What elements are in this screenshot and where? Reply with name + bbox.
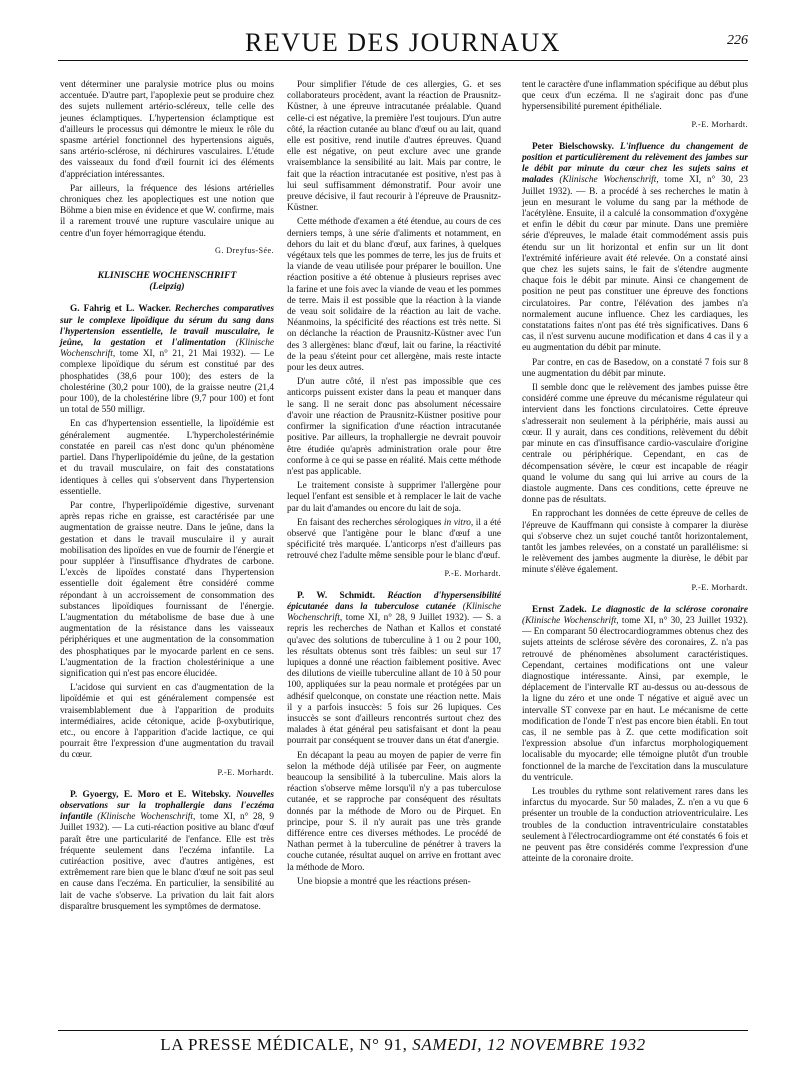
signature: P.-E. Morhardt. bbox=[691, 582, 748, 592]
page-header bbox=[58, 26, 748, 61]
article-authors: Peter Bielschowsky. bbox=[532, 141, 614, 152]
column-1 bbox=[60, 80, 274, 916]
signature: G. Dreyfus-Sée. bbox=[215, 245, 274, 255]
journal-citation: (Klinische Wochenschrift, bbox=[559, 175, 659, 186]
article-authors: P. Gyoergy, E. Moro et E. Witebsky. bbox=[70, 789, 231, 800]
article-authors: G. Fahrig et L. Wacker. bbox=[70, 304, 171, 315]
article-title: Le diagnostic de la sclérose coronaire bbox=[591, 604, 749, 615]
paragraph: Le traitement consiste à supprimer l'allergène pour lequel l'enfant est sensible et à remplacer le lait de vache par du lait d'amandes ou encore du lait de soja. bbox=[287, 481, 501, 514]
journal-citation: (Klinische Wochenschrift, bbox=[287, 601, 502, 624]
article-text: tome XI, n° 30, 23 Juillet 1932). — En comparant 50 électrocardiogrammes obtenus chez des sujets atteints de sclérose sévère des coronaires, Z. n'a pas retrouvé de phénomènes absolument caractéristiques. Cependant, certaines modifications ont une valeur diagnostique intéressante. Ainsi, par exemple, le déplacement de l'intervalle RT au-dessus ou au-dessous de la ligne du zéro et une onde T négative et aiguë avec un intervalle ST convexe par en haut. Le mécanisme de cette modification de l'onde T n'est pas encore bien établi. En tout cas, il ne semble pas à Z. que cette modification soit l'expression absolue d'un infarctus morphologiquement localisable du myocarde; elle témoigne plutôt d'un trouble fonctionnel de la marche de l'excitation dans la musculature du ventricule. bbox=[522, 615, 748, 783]
article-text: tome XI, n° 30, 23 Juillet 1932). — B. a procédé à ses recherches le matin à jeun en mesurant le volume du sang par la méthode de l'acétylène. Ensuite, il a calculé la consommation d'oxygène et enfin le débit du cœur par minute. Dans une première série d'épreuves, le malade était commodément assis puis étendu sur un lit horizontal et enfin sur un lit dont l'extrémité inférieure avait été relevée. On a constaté ainsi que chez les sujets sains, le fait de s'étendre augmente chaque fois le débit par minute. Ainsi ce changement de position ne peut pas constituer une épreuve des fonctions circulatoires. Par contre, l'élévation des jambes n'a normalement aucune influence. Chez les cardiaques, les constatations faites n'ont pas été très significatives. Dans 6 cas, il n'est survenu aucune modification et dans 4 cas il y a eu augmentation du débit par minute. bbox=[522, 175, 748, 354]
paragraph: Par contre, en cas de Basedow, on a constaté 7 fois sur 8 une augmentation du débit par minute. bbox=[522, 357, 748, 379]
journal-citation: (Klinische Wochenschrift, bbox=[60, 338, 274, 360]
journal-citation: (Klinische Wochenschrift, bbox=[522, 615, 619, 626]
paragraph bbox=[287, 518, 501, 563]
footer-date: SAMEDI, 12 NOVEMBRE 1932 bbox=[412, 1035, 646, 1054]
paragraph: Par ailleurs, la fréquence des lésions artérielles chroniques chez les apoplectiques est une notion que Böhme a bien mise en évidence et que W. confirme, mais il a rarement trouvé une rupture vasculaire unique au centre d'un foyer hémorragique étendu. bbox=[60, 183, 274, 239]
signature: P.-E. Morhardt. bbox=[691, 119, 748, 129]
article-title: Nouvelles observations sur la trophallergie dans l'eczéma infantile bbox=[60, 789, 274, 823]
paragraph: L'acidose qui survient en cas d'augmentation de la lipoïdémie et qui est généralement compensée est vraisemblablement due à l'apparition de produits intermédiaires, acide cétonique, acide β-oxybutirique, etc., ou encore à l'apparition d'acide lactique, ce qui pourrait être l'expression d'une augmentation du travail du cœur. bbox=[60, 683, 274, 761]
paragraph: En cas d'hypertension essentielle, la lipoïdémie est généralement augmentée. L'hypercholestérinémie constatée en pareil cas n'est donc qu'un phénomène partiel. Dans l'hyperlipoïdémie du jeûne, de la gestation et du travail musculaire, on fait des constatations identiques à celles qui s'observent dans l'hypertension essentielle. bbox=[60, 419, 274, 497]
article-abstract bbox=[287, 591, 501, 748]
footer-issue: N° 91, bbox=[359, 1035, 408, 1054]
column-2 bbox=[287, 80, 501, 891]
article-abstract bbox=[522, 142, 748, 355]
article-text: tome XI, n° 21, 21 Mai 1932). — Le complexe lipoïdique du sérum est constitué par des phosphatides (38,6 pour 100); des esters de la cholestérine (30,2 pour 100), de la graisse neutre (21,4 pour 100), de la cholestérine libre (9,7 pour 100) et font un total de 550 milligr. bbox=[60, 349, 274, 416]
section-subheading: (Leipzig) bbox=[149, 281, 185, 293]
paragraph: tent le caractère d'une inflammation spécifique au début plus que ceux d'un eczéma. Il ne s'agirait donc pas d'une hypersensibilité purement épithéliale. bbox=[522, 80, 748, 113]
signature: P.-E. Morhardt. bbox=[444, 568, 501, 578]
signature: P.-E. Morhardt. bbox=[217, 767, 274, 777]
paragraph: D'un autre côté, il n'est pas impossible que ces anticorps puissent exister dans la peau et manquer dans le sang. Il ne serait donc pas absolument nécessaire d'avoir une réaction de Prausnitz-Küstner positive pour confirmer la signification d'une réaction intracutanée positive. Par ailleurs, la trophallergie ne devrait pouvoir être étudiée qu'après administration orale pour être conforme à ce qui se passe en réalité. Mais cette méthode n'est pas applicable. bbox=[287, 377, 501, 477]
paragraph-text: En faisant des recherches sérologiques bbox=[297, 517, 444, 528]
article-title: Recherches comparatives sur le complexe lipoïdique du sérum du sang dans l'hypertension essentielle, le travail musculaire, le jeûne, la gestation et l'alimentation bbox=[60, 304, 274, 349]
article-title: L'influence du changement de position et particulièrement du relèvement des jambes sur le débit par minute du cœur chez les sujets sains et malades bbox=[522, 141, 748, 186]
page-number: 226 bbox=[727, 33, 748, 48]
page-footer bbox=[58, 1030, 748, 1055]
article-authors: P. W. Schmidt. bbox=[297, 590, 375, 601]
column-3 bbox=[522, 80, 748, 868]
section-heading: KLINISCHE WOCHENSCHRIFT bbox=[97, 270, 237, 282]
journal-section-title: REVUE DES JOURNAUX bbox=[245, 28, 561, 57]
paragraph: Une biopsie a montré que les réactions présen- bbox=[297, 876, 471, 887]
italic-term: in vitro bbox=[443, 517, 471, 528]
paragraph: En rapprochant les données de cette épreuve de celles de l'épreuve de Kauffmann qui consiste à comparer la diurèse qui s'observe chez un sujet couché tantôt horizontalement, tantôt les jambes relevées, on a constaté un parallélisme: si le relèvement des jambes augmente la diurèse, le débit par minute s'élève également. bbox=[522, 509, 748, 576]
paragraph: Cette méthode d'examen a été étendue, au cours de ces derniers temps, à une série d'aliments et notamment, en dehors du lait et du blanc d'œuf, aux farines, à quelques végétaux tels que les pommes de terre, les jus de fruits et la viande de veau utilisée pour préparer le bouillon. Une réaction positive a été obtenue à plusieurs reprises avec la farine et une fois avec la viande de veau et les pommes de terre. Mais il est possible que la réaction à la viande de veau soit solidaire de la réaction au lait de vache. Néanmoins, la spécificité des réactions est très nette. Si on déclanche la réaction de Prausnitz-Küstner avec l'un des 3 allergènes: blanc d'œuf, lait ou farine, la réactivité de la peau s'éteint pour cet allergène, mais reste intacte pour les deux autres. bbox=[287, 217, 501, 374]
article-abstract bbox=[60, 790, 274, 913]
paragraph: Il semble donc que le relèvement des jambes puisse être considéré comme une épreuve du mécanisme régulateur qui intervient dans les fonctions circulatoires. Cette épreuve s'adresserait non seulement à la périphérie, mais aussi au cœur. Il y aurait, dans ces conditions, relèvement du débit par minute en cas d'insuffisance cardio-vasculaire d'origine centrale ou périphérique. Cependant, en cas de décompensation sévère, le cœur est incapable de réagir quand le volume du sang qui lui arrive au cours de la diastole augmente. Dans ces conditions, cette épreuve ne donne pas de résultats. bbox=[522, 383, 748, 506]
journal-citation: (Klinische Wochenschrift, bbox=[97, 812, 196, 823]
paragraph: vent déterminer une paralysie motrice plus ou moins accentuée. D'autre part, l'apoplexie peut se produire chez des sujets nullement artério-scléreux, telle celle des jeunes éclamptiques. L'hypertension éclamptique est d'ailleurs le processus qui démontre le mieux le rôle du spasme artériel fonctionnel des hypertensions aiguës, sans artério-sclérose, ni déchirures vasculaires. L'étude des vaisseaux du fond d'œil fournit ici des éléments d'appréciation intéressantes. bbox=[60, 80, 274, 180]
paragraph: Par contre, l'hyperlipoïdémie digestive, survenant après repas riche en graisse, est caractérisée par une augmentation de graisse neutre. Dans le jeûne, dans la gestation et dans le travail musculaire il y aurait mobilisation des lipoïdes en vue de fournir de l'énergie et pour suppléer à l'insuffisance d'hydrates de carbone. L'excès de lipoïdes constaté dans l'hypertension essentielle doit également être considéré comme répondant à un accroissement de consommation des substances lipoïdiques fournissant de l'énergie. L'augmentation du métabolisme de base due à une augmentation de la résistance dans les vaisseaux périphériques et une augmentation de la consommation des phosphatiques par le myocarde parlent en ce sens. L'augmentation de la fraction cholestérinique a une signification qui n'est pas encore élucidée. bbox=[60, 500, 274, 679]
article-text: tome XI, n° 28, 9 Juillet 1932). — S. a repris les recherches de Nathan et Kallos et constaté qu'avec des solutions de tuberculine à 1 ou 2 pour 100, les résultats obtenus sont très faibles: un seul sur 17 lupiques a donné une réaction faiblement positive. Avec des dilutions de vieille tuberculine allant de 10 à 50 pour 100, appliquées sur la peau normale et protégées par un adhésif quelconque, on constate une réaction nette. Mais il y a parfois insuccès: 5 fois sur 26 lupiques. Ces insuccès se sont d'ailleurs rencontrés surtout chez des malades à état général peu satisfaisant et dont la peau pourrait par conséquent se trouver dans un état d'anergie. bbox=[287, 613, 501, 747]
paragraph: En décapant la peau au moyen de papier de verre fin selon la méthode déjà utilisée par Feer, on augmente beaucoup la sensibilité à la tuberculine. Mais alors la réaction s'observe même lorsqu'il n'y a pas tuberculose cutanée, et se rapproche par conséquent des résultats donnés par la méthode de Moro ou de Pirquet. En principe, pour S. il n'y aurait pas une très grande différence entre ces diverses méthodes. Le procédé de Nathan permet à la tuberculine de pénétrer à travers la couche cutanée, résultat auquel on arrive en frottant avec la méthode de Moro. bbox=[287, 750, 501, 873]
article-text: tome XI, n° 28, 9 Juillet 1932). — La cuti-réaction positive au blanc d'œuf paraît être une particularité de l'enfance. Elle est très fréquente seulement dans l'eczéma infantile. La cutiréaction positive, avec d'autres antigènes, est extrêmement rare bien que le blanc d'œuf ne soit pas seul en cause dans l'eczéma. En particulier, la sensibilité au lait de vache s'observe. La privation du lait fait alors disparaître brusquement les symptômes de dermatose. bbox=[60, 812, 274, 912]
article-abstract bbox=[522, 605, 748, 784]
footer-journal: LA PRESSE MÉDICALE, bbox=[160, 1035, 355, 1054]
article-abstract bbox=[60, 304, 274, 416]
paragraph: Les troubles du rythme sont relativement rares dans les infarctus du myocarde. Sur 50 malades, Z. n'en a vu que 6 présenter un trouble de la conduction atrioventriculaire. Les troubles de la conduction intraventriculaire constatables seulement à l'électrocardiogramme ont été constatés 6 fois et ne peuvent pas être considérés comme l'expression d'une atteinte de la coronaire droite. bbox=[522, 786, 748, 865]
article-authors: Ernst Zadek. bbox=[532, 604, 587, 615]
paragraph-text: , il a été observé que l'antigène pour le blanc d'œuf a une spécificité très marquée. L'anticorps n'est d'ailleurs pas retrouvé chez l'adulte même sensible pour le blanc d'œuf. bbox=[287, 517, 501, 562]
paragraph: Pour simplifier l'étude de ces allergies, G. et ses collaborateurs procèdent, avant la réaction de Prausnitz-Küstner, à une épreuve intracutanée préalable. Quand celle-ci est négative, la première l'est toujours. D'un autre côté, la réaction cutanée au blanc d'œuf ou au lait, quand elle est positive, rend inutile d'autres épreuves. Quand elle est négative, on peut exclure avec une grande vraisemblance la sensibilité au lait. Mais par contre, le fait que la réaction intracutanée est positive, n'est pas à lui seul suffisamment démonstratif. Pour avoir une preuve décisive, il faut recourir à l'épreuve de Prausnitz-Küstner. bbox=[287, 80, 501, 214]
article-title: Réaction d'hypersensibilité épicutanée dans la tuberculose cutanée bbox=[287, 590, 501, 612]
